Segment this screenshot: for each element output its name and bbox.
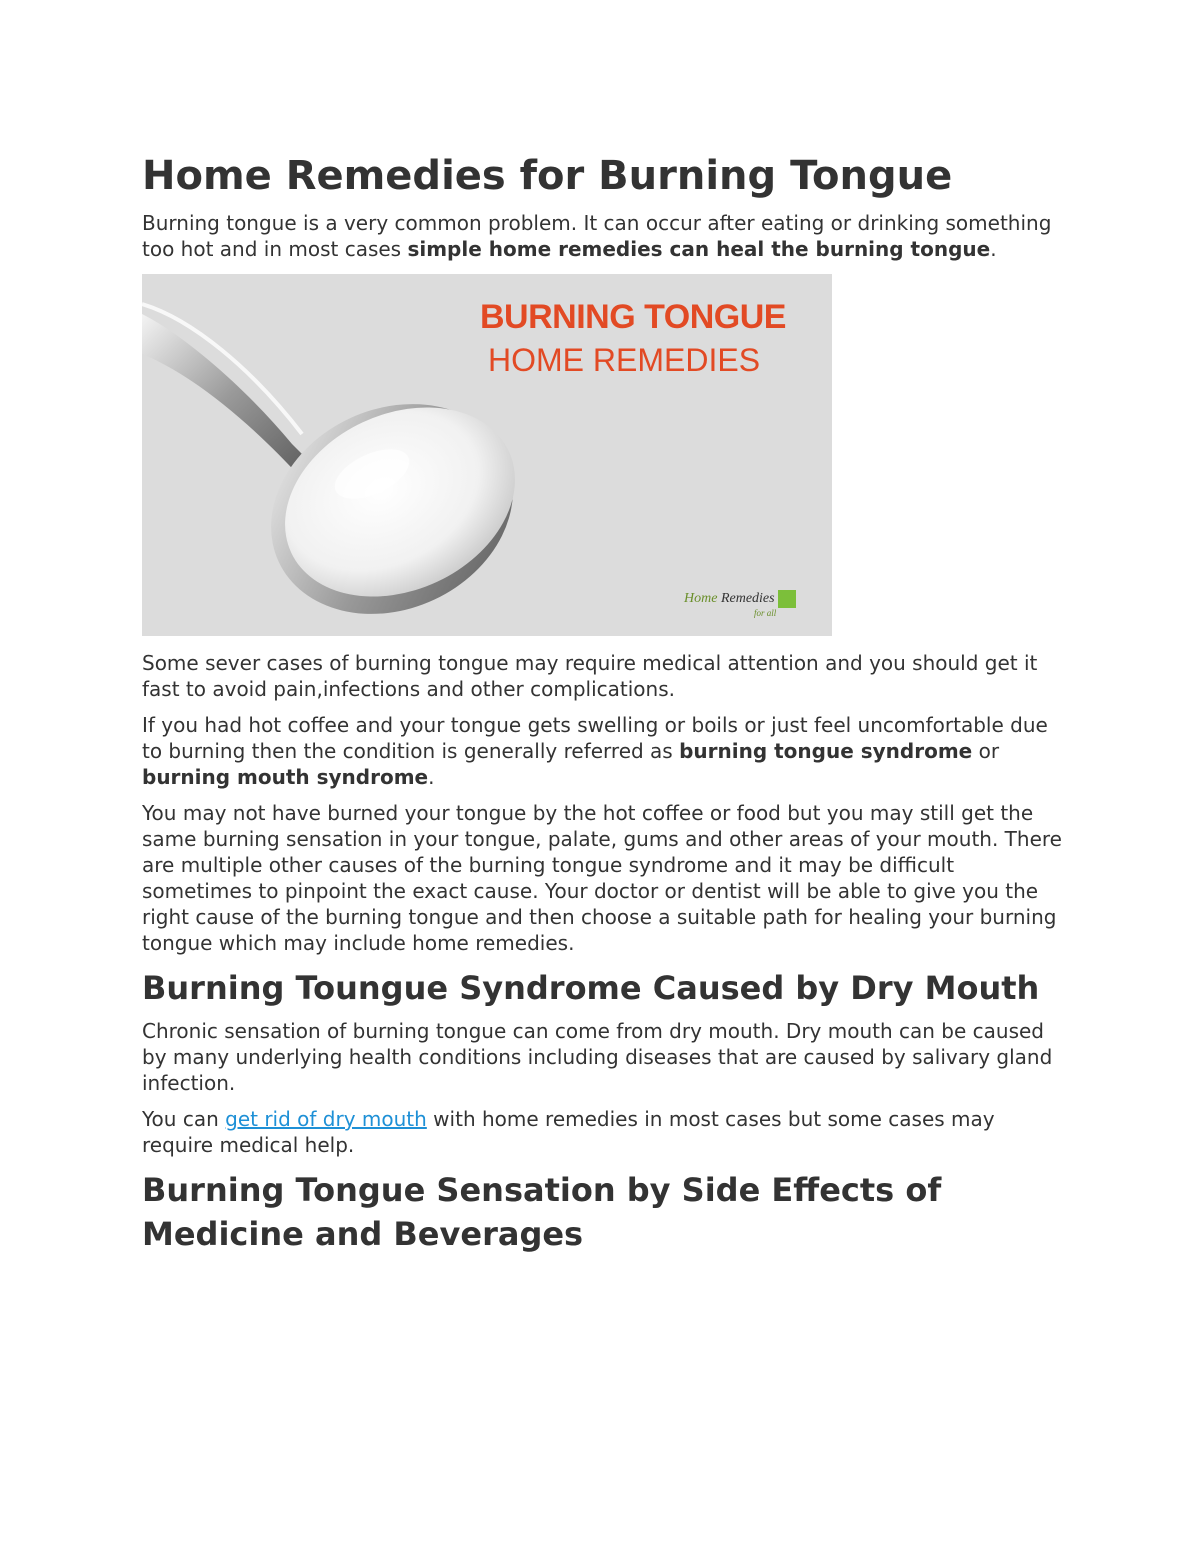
paragraph-dry-mouth-remedy — [142, 1106, 1062, 1158]
remedy-end: with home remedies in most cases but some cases may require medical help. — [142, 1107, 995, 1157]
document-page — [142, 150, 1062, 1264]
logo-sub-text: for all — [754, 608, 777, 618]
paragraph-severe-cases: Some sever cases of burning tongue may require medical attention and you should get it fast to avoid pain,infections and other complications. — [142, 651, 1038, 701]
logo-text-home: Home — [684, 591, 718, 607]
figure-title-line2: HOME REMEDIES — [488, 342, 761, 378]
dry-mouth-link[interactable]: get rid of dry mouth — [225, 1107, 427, 1131]
intro-text: Burning tongue is a very common problem. It can occur after eating or drinking something too hot and in most cases — [142, 211, 1052, 261]
intro-paragraph — [142, 210, 1062, 262]
syndrome-bold-1: burning tongue syndrome — [679, 739, 973, 763]
syndrome-bold-2: burning mouth syndrome — [142, 765, 429, 789]
paragraph-dry-mouth: Chronic sensation of burning tongue can come from dry mouth. Dry mouth can be caused by many underlying health conditions including diseases that are caused by salivary gland infection. — [142, 1019, 1053, 1095]
paragraph-syndrome — [142, 712, 1062, 790]
intro-end: . — [990, 237, 997, 261]
figure-title-line1: BURNING TONGUE — [480, 298, 786, 336]
burning-tongue-image — [142, 274, 832, 636]
syndrome-end: . — [428, 765, 435, 789]
section-heading-side-effects: Burning Tongue Sensation by Side Effects of Medicine and Beverages — [142, 1171, 942, 1253]
paragraph-causes: You may not have burned your tongue by the hot coffee or food but you may still get the same burning sensation in your tongue, palate, gums and other areas of your mouth. There are multiple other causes of the burning tongue syndrome and it may be difficult sometimes to pinpoint the exact cause. Your doctor or dentist will be able to give you the right cause of the burning tongue and then choose a suitable path for healing your burning tongue which may include home remedies. — [142, 801, 1062, 955]
section-heading-dry-mouth: Burning Toungue Syndrome Caused by Dry Mouth — [142, 969, 1040, 1007]
syndrome-text: If you had hot coffee and your tongue gets swelling or boils or just feel uncomfortable due to burning then the condition is generally referred as — [142, 713, 1048, 763]
logo-text-remedies: Remedies — [720, 591, 775, 607]
syndrome-or: or — [972, 739, 1000, 763]
intro-bold-text: simple home remedies can heal the burning tongue — [407, 237, 991, 261]
remedy-text: You can — [142, 1107, 226, 1131]
home-remedies-logo — [684, 590, 796, 618]
home-remedies-logo-icon — [778, 590, 796, 608]
page-title: Home Remedies for Burning Tongue — [142, 153, 953, 199]
